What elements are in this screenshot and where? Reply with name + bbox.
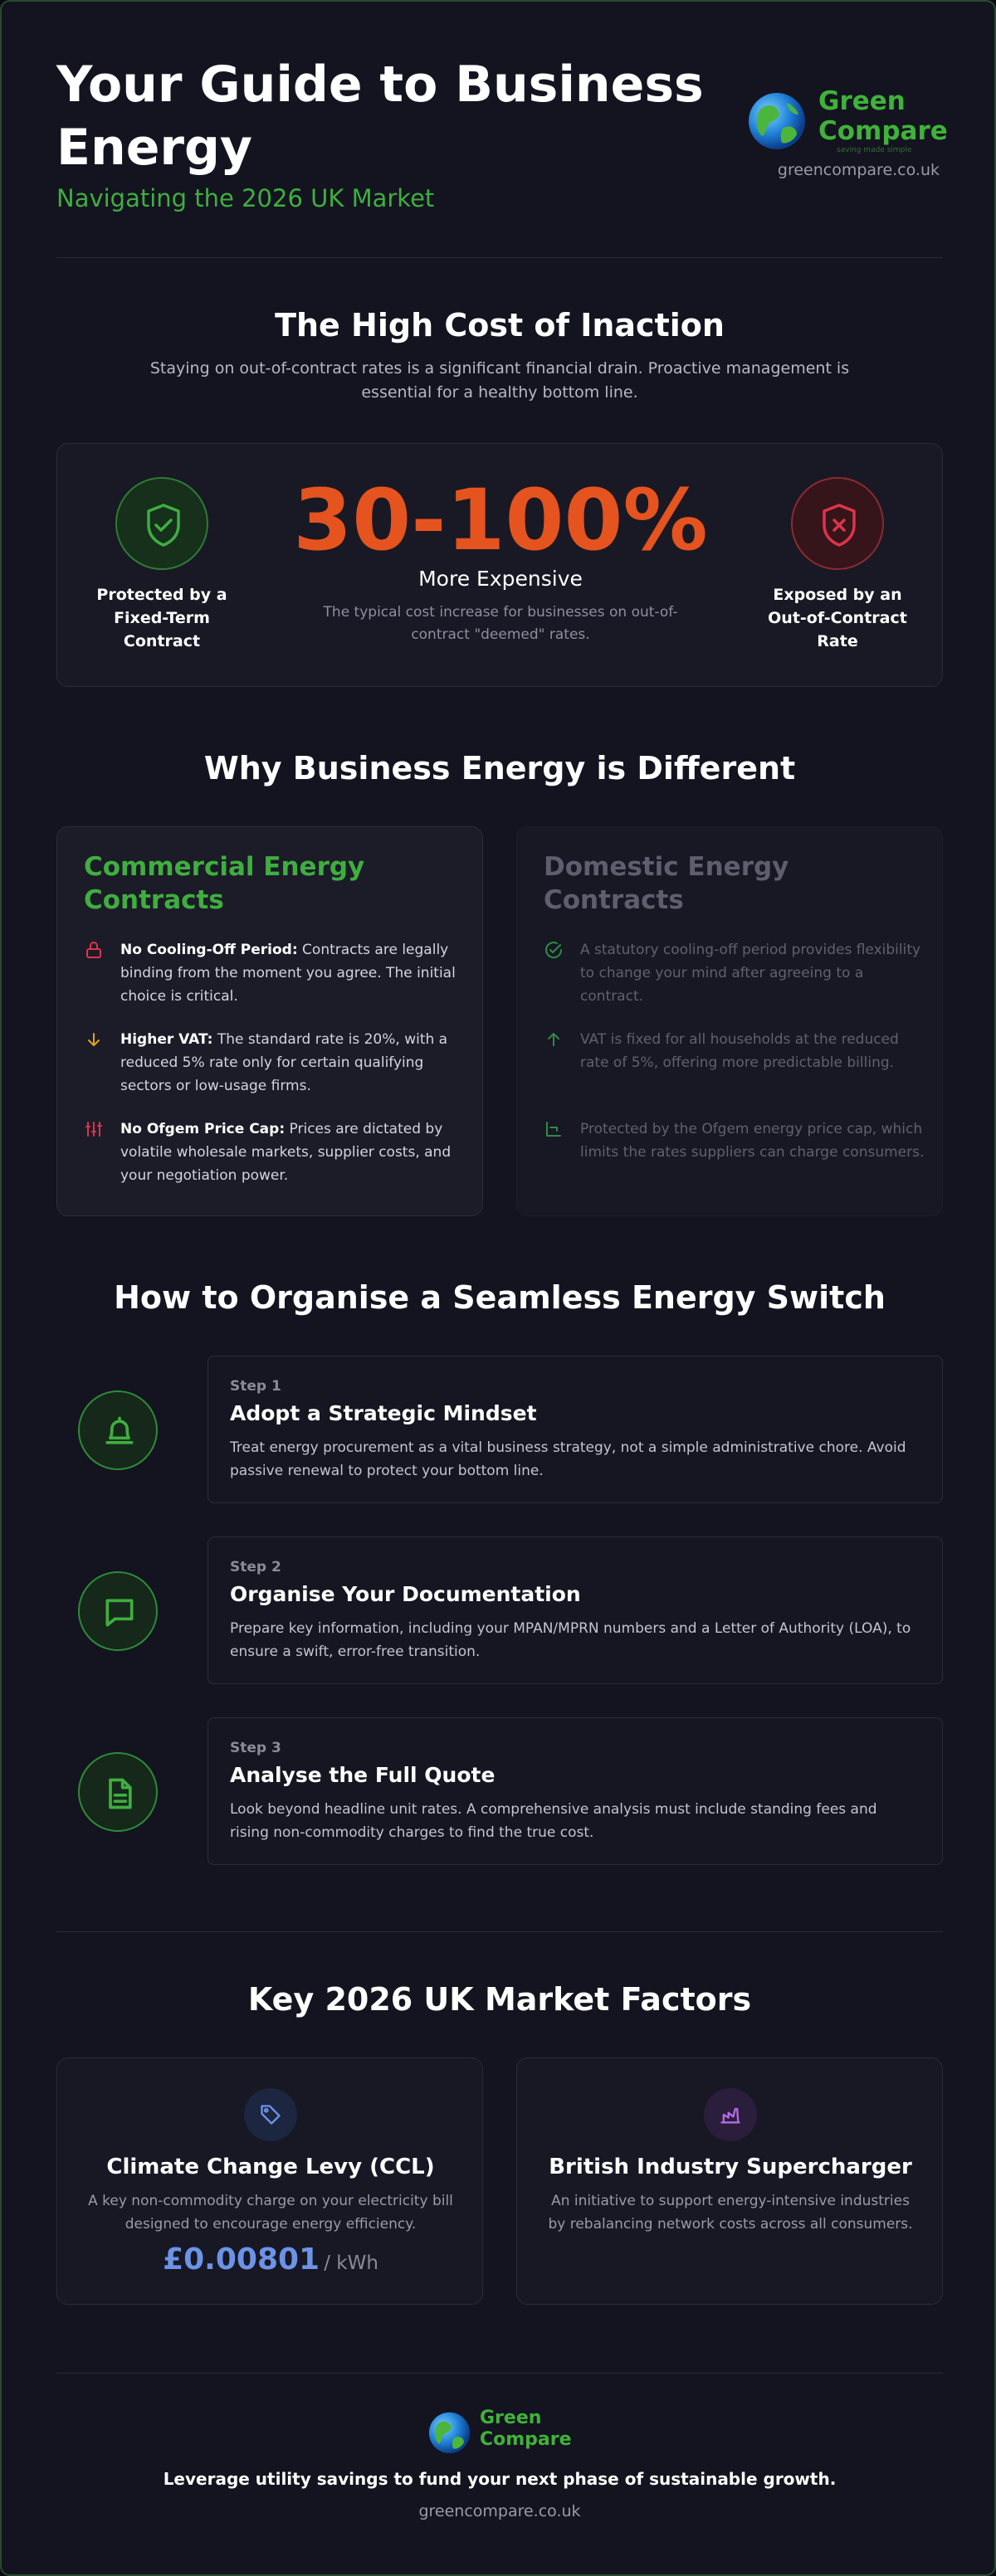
step-number: Step 1 [230, 1378, 281, 1395]
document-icon [101, 1775, 138, 1812]
ccl-price [57, 2242, 484, 2277]
item-text: The standard rate is 20%, with a reduced 5% rate only for certain qualifying sectors or low-usage firms. [120, 1031, 448, 1094]
step-title: Organise Your Documentation [230, 1582, 581, 1606]
chart-cap-icon [544, 1119, 564, 1139]
item-text: Prices are dictated by volatile wholesale markets, supplier costs, and your negotiation power. [120, 1121, 452, 1184]
message-icon [101, 1595, 138, 1631]
supercharger-icon-badge [704, 2088, 757, 2141]
step-description: Treat energy procurement as a vital business strategy, not a simple administrative chore. Avoid passive renewal to protect your bottom line. [230, 1439, 906, 1479]
ccl-title: Climate Change Levy (CCL) [106, 2155, 435, 2179]
ccl-price-unit: / kWh [324, 2252, 378, 2274]
commercial-heading: Commercial Energy Contracts [84, 852, 365, 915]
item-title: No Ofgem Price Cap: [120, 1121, 286, 1137]
divider [56, 2373, 943, 2374]
step-description: Prepare key information, including your MPAN/MPRN numbers and a Letter of Authority (LOA), to ensure a swift, error-free transition. [230, 1620, 911, 1660]
factors-title: Key 2026 UK Market Factors [247, 1981, 752, 2018]
arrow-down-icon [84, 1030, 104, 1049]
supercharger-title: British Industry Supercharger [549, 2155, 912, 2179]
supercharger-description: An initiative to support energy-intensive industries by rebalancing network costs across all consumers. [548, 2193, 913, 2233]
globe-logo-icon [745, 86, 812, 153]
cost-increase-note: The typical cost increase for businesses on out-of-contract "deemed" rates. [323, 604, 678, 643]
factory-icon [719, 2103, 742, 2126]
ccl-icon-badge [244, 2088, 297, 2141]
item-text: Protected by the Ofgem energy price cap, which limits the rates suppliers can charge consumers. [580, 1121, 925, 1161]
step-description: Look beyond headline unit rates. A comprehensive analysis must include standing fees and rising non-commodity charges to find the true cost. [230, 1801, 877, 1841]
footer-logo-wordmark: Green Compare [480, 2408, 572, 2450]
header-url[interactable]: greencompare.co.uk [777, 161, 940, 179]
step-1-badge [78, 1390, 158, 1470]
footer-logo[interactable] [427, 2403, 576, 2456]
step-title: Adopt a Strategic Mindset [230, 1401, 537, 1425]
cost-increase-value: 30-100% [293, 471, 708, 570]
ccl-card [56, 2057, 483, 2305]
page-subtitle: Navigating the 2026 UK Market [56, 184, 435, 212]
item-text: A statutory cooling-off period provides flexibility to change your mind after agreeing to a contract. [580, 942, 921, 1005]
supercharger-card [516, 2057, 943, 2305]
step-2-badge [78, 1571, 158, 1651]
step-card [208, 1356, 943, 1503]
divider [56, 257, 943, 258]
step-3-badge [78, 1752, 158, 1832]
page-title: Your Guide to Business Energy [56, 56, 704, 177]
arrow-up-icon [544, 1030, 564, 1049]
logo-wordmark: Green Compare [818, 86, 948, 146]
commercial-contracts-card [56, 826, 483, 1216]
domestic-heading: Domestic Energy Contracts [544, 852, 789, 915]
ccl-description: A key non-commodity charge on your electricity bill designed to encourage energy efficiency. [88, 2193, 453, 2233]
shield-x-icon [793, 479, 886, 572]
footer-url[interactable]: greencompare.co.uk [418, 2502, 581, 2520]
step-number: Step 3 [230, 1740, 281, 1756]
sliders-icon [84, 1119, 104, 1139]
protected-label: Protected by a Fixed-Term Contract [96, 586, 227, 650]
item-title: Higher VAT: [120, 1031, 213, 1048]
item-text: Contracts are legally binding from the moment you agree. The initial choice is critical. [120, 942, 456, 1005]
step-card [208, 1536, 943, 1684]
exposed-shield-badge [791, 477, 884, 570]
inaction-title: The High Cost of Inaction [275, 307, 725, 343]
ccl-price-value: £0.00801 [163, 2242, 320, 2277]
check-circle-icon [544, 940, 564, 960]
steps-title: How to Organise a Seamless Energy Switch [114, 1279, 886, 1316]
step-card [208, 1717, 943, 1865]
shield-check-icon [117, 479, 210, 572]
logo-tagline: saving made simple [837, 146, 912, 154]
tag-icon [259, 2103, 282, 2126]
globe-logo-icon [427, 2408, 475, 2456]
cost-card [56, 443, 943, 687]
exposed-label: Exposed by an Out-of-Contract Rate [768, 586, 907, 650]
bell-icon [101, 1414, 138, 1450]
domestic-contracts-card [516, 826, 943, 1216]
step-title: Analyse the Full Quote [230, 1763, 496, 1787]
inaction-description: Staying on out-of-contract rates is a significant financial drain. Proactive management is essential for a healthy bottom line. [149, 359, 850, 402]
footer-tagline: Leverage utility savings to fund your next phase of sustainable growth. [163, 2469, 837, 2489]
divider [56, 1931, 943, 1932]
item-text: VAT is fixed for all households at the reduced rate of 5%, offering more predictable billing. [580, 1031, 899, 1071]
lock-icon [84, 940, 104, 960]
header-logo[interactable] [745, 83, 948, 154]
cost-increase-caption: More Expensive [418, 567, 583, 591]
protected-shield-badge [115, 477, 208, 570]
step-number: Step 2 [230, 1559, 281, 1575]
item-title: No Cooling-Off Period: [120, 942, 298, 958]
different-title: Why Business Energy is Different [203, 750, 796, 786]
